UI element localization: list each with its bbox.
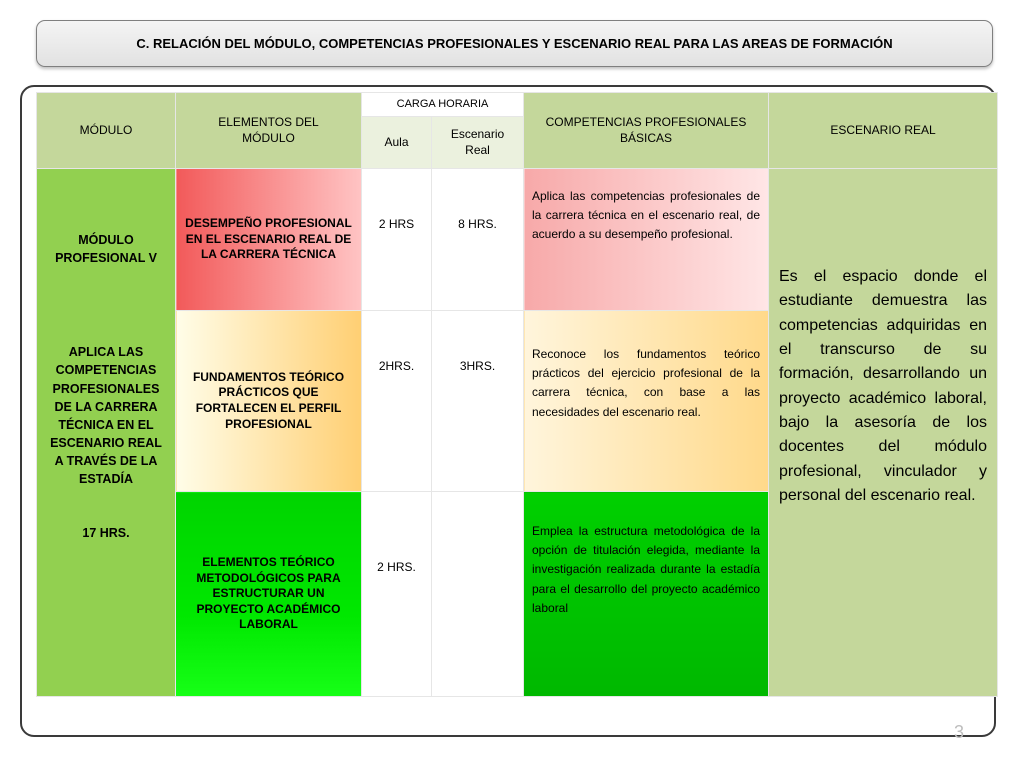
row3-competencia-text: Emplea la estructura metodológica de la opción de titulación elegida, mediante la investigación realizada durante la estadía para el desarrollo del proyecto académico laboral [532,524,760,615]
row3-escenario [432,492,524,697]
header-escenario-real [769,93,998,169]
modulo-description: APLICA LAS COMPETENCIAS PROFESIONALES DE LA CARRERA TÉCNICA EN EL ESCENARIO REAL A TRAVÉS DE LA ESTADÍA [50,345,162,487]
row1-escenario-text: 8 HRS. [458,217,497,231]
row2-elemento [176,311,362,492]
row3-elemento [176,492,362,697]
row2-escenario-text: 3HRS. [459,359,496,373]
slide-title [36,20,993,67]
row1-escenario [432,169,524,311]
row2-competencia [524,311,769,492]
modulo-name: MÓDULO PROFESIONAL V [55,233,157,266]
slide-title-text: C. RELACIÓN DEL MÓDULO, COMPETENCIAS PROFESIONALES Y ESCENARIO REAL PARA LAS AREAS DE FORMACIÓN [136,36,893,51]
header-escenario-col-label: Escenario Real [450,126,505,157]
header-carga-horaria-label: CARGA HORARIA [396,98,489,111]
row3-elemento-text: ELEMENTOS TEÓRICO METODOLÓGICOS PARA ESTRUCTURAR UN PROYECTO ACADÉMICO LABORAL [196,555,341,632]
header-competencias [524,93,769,169]
header-aula-label: Aula [384,134,409,149]
row3-aula [362,492,432,697]
row2-elemento-text: FUNDAMENTOS TEÓRICO PRÁCTICOS QUE FORTALECEN EL PERFIL PROFESIONAL [192,369,345,431]
header-aula [362,117,432,169]
header-modulo-label: MÓDULO [79,122,133,137]
row1-elemento [176,169,362,311]
header-elementos [176,93,362,169]
header-carga-horaria [362,93,524,117]
row1-aula [362,169,432,311]
slide-number: 3 [953,722,964,742]
row1-aula-text: 2 HRS [378,217,415,231]
row1-elemento-text: DESEMPEÑO PROFESIONAL EN EL ESCENARIO REAL DE LA CARRERA TÉCNICA [185,216,352,262]
row2-aula [362,311,432,492]
header-modulo [37,93,176,169]
escenario-real-text: Es el espacio donde el estudiante demuestra las competencias adquiridas en el transcurso de su formación, desarrollando un proyecto académico laboral, bajo la asesoría de los docentes del módulo profesional, vinculador y personal del escenario real. [779,268,987,504]
row3-aula-text: 2 HRS. [377,560,416,574]
row1-competencia-text: Aplica las competencias profesionales de la carrera técnica en el escenario real, de acuerdo a su desempeño profesional. [532,189,760,242]
escenario-real-cell [769,169,998,697]
row2-escenario [432,311,524,492]
header-elementos-label: ELEMENTOS DEL MÓDULO [218,114,319,145]
modulo-cell [37,169,176,697]
row2-aula-text: 2HRS. [378,359,415,373]
header-competencias-label: COMPETENCIAS PROFESIONALES BÁSICAS [545,114,747,145]
row3-competencia [524,492,769,697]
header-escenario-real-label: ESCENARIO REAL [830,122,936,137]
row2-competencia-text: Reconoce los fundamentos teórico prácticos del ejercicio profesional de la carrera técnica, con base a las necesidades del escenario real. [532,347,760,419]
module-table [36,92,998,697]
row1-competencia [524,169,769,311]
modulo-hours: 17 HRS. [82,526,130,541]
header-escenario-col [432,117,524,169]
